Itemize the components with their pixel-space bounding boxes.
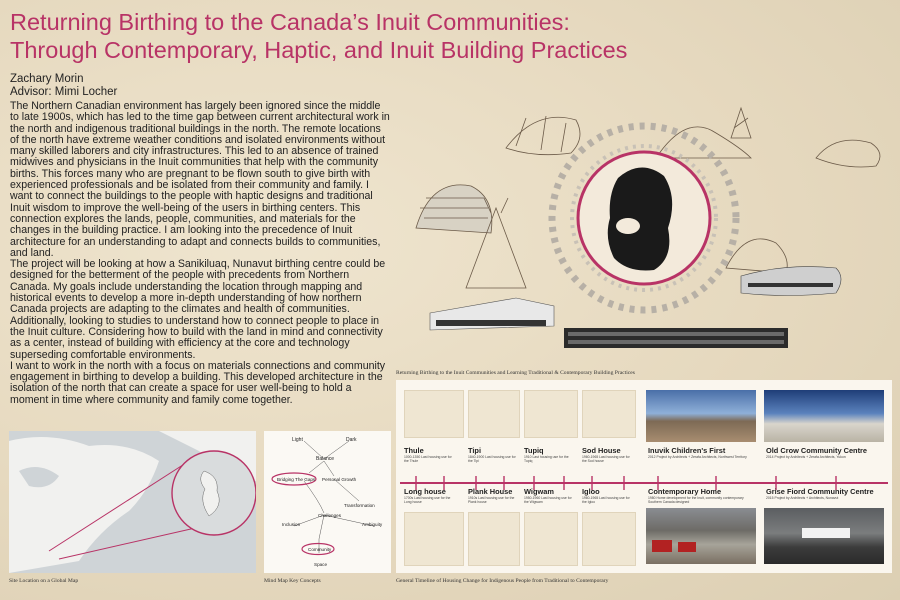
tl-contemporary: Contemporary Home — [648, 487, 722, 496]
site-map — [9, 431, 256, 573]
paragraph-1: The Northern Canadian environment has largely been ignored since the middle to late 1900s, which has led to the time gap between current architectural work in the north and indigenous traditional buildings in the north. The remote locations of the north have extreme weather conditions and isolated environments without many skilled laborers and city infrastructures. This led to an absence of trained midwives and physicians in the Inuit communities that help with the community births. This forces many who are pregnant to be flown south to give birth with experienced professionals and be isolated from their community and family. I want to connect the buildings to the people with haptic designs and traditional Inuit wisdom to improve the well-being of the users in birthing centers. This connection explores the lands, people, communities, and materials for the changes in the building practice. I am looking into the precedence of Inuit architecture for an understanding to adapt and connects builds to communities, and land. — [10, 100, 390, 259]
tl-grisefiord: Grise Fiord Community Centre — [766, 487, 874, 496]
collage-caption: Returning Birthing to the Inuit Communities and Learning Traditional & Contemporary Building Practices — [396, 370, 635, 376]
sketch-tupiq — [524, 390, 578, 438]
tl-wigwam-desc: 1950-1960 Last housing use for the Wigwam — [524, 496, 572, 505]
sketch-dome-right — [816, 140, 880, 167]
world-map-graphic — [9, 431, 256, 573]
mm-balance: Balance — [316, 456, 335, 462]
tl-tipi: Tipi — [468, 446, 482, 455]
tl-thule: Thule — [404, 446, 424, 455]
tl-contemporary-desc: 1980 Home development for the Inuit, community contemporary Southern Canada designed — [648, 496, 744, 505]
advisor-name: Advisor: Mimi Locher — [10, 86, 118, 98]
photo-community-centre — [564, 328, 788, 348]
mm-transformation: Transformation — [344, 503, 375, 508]
author-block — [10, 73, 117, 99]
tl-tipi-desc: 1840-1900 Last housing use for the Tipi — [468, 455, 516, 464]
tl-igloo-desc: 1960-1965 Last housing use for the Igloo — [582, 496, 630, 505]
abstract-text — [10, 101, 390, 406]
mm-community: Community — [308, 547, 332, 552]
poster-title — [10, 8, 790, 64]
tl-oldcrow: Old Crow Community Centre — [766, 446, 868, 455]
mm-space: Space — [314, 562, 328, 567]
sketch-igloo-bottom — [582, 512, 636, 566]
sketch-tipi-top — [468, 390, 520, 438]
tl-thule-desc: 1000-1350 Last housing use for the Thule — [404, 455, 452, 464]
photo-old-crow — [764, 390, 884, 442]
mother-child-icon — [608, 167, 672, 270]
tl-longhouse: Long house — [404, 487, 446, 496]
title-line-1: Returning Birthing to the Canada’s Inuit Communities: — [10, 9, 570, 35]
map-caption: Site Location on a Global Map — [9, 578, 79, 584]
tl-tupiq: Tupiq — [524, 446, 544, 455]
timeline-caption: General Timeline of Housing Change for Indigenous People from Traditional to Contemporary — [396, 578, 609, 584]
paragraph-3: I want to work in the north with a focus on materials connections and community engagement in birthing to develop a building. This developed architecture in the isolation of the north that can create a space for user well-being to hold a moment in time where community and family come together. — [10, 359, 386, 406]
mm-challenges: Challenges — [318, 513, 341, 518]
sketch-mound — [656, 127, 751, 158]
sketch-igloo — [416, 185, 492, 233]
paragraph-2: The project will be looking at how a Sanikiluaq, Nunavut birthing centre could be designed for the betterment of the people with precedents from Northern Canada. My goals include understanding the location through mapping and historical events to develop a more in-depth understanding of how northern Canada projects are adapting to the climates and health of communities. Additionally, looking to studies to understand how to connect people to place in the Inuit culture. Considering how to build with the land in mind and connectivity as a center, instead of building with efficiency at the core and technology superseding comfortable environments. — [10, 258, 386, 361]
mm-personal-growth: Personal Growth — [322, 477, 357, 482]
sketch-thule-tent — [506, 116, 580, 155]
mm-light: Light — [292, 437, 303, 443]
mm-ambiguity: Ambiguity — [362, 522, 383, 527]
tl-oldcrow-desc: 2014 Project by Architects + Zerafa Architects, Yukon — [766, 455, 846, 459]
mind-caption: Mind Map Key Concepts — [264, 578, 321, 584]
housing-timeline — [396, 380, 892, 573]
tl-wigwam: Wigwam — [524, 487, 554, 496]
sketch-sod-house — [731, 108, 751, 138]
tl-inuvik-desc: 2012 Project by Architects + Zerafa Architects, Northwest Territory — [648, 455, 747, 459]
photo-contemporary-home — [646, 508, 756, 564]
photo-round-building — [741, 267, 841, 296]
sketch-sodhouse — [582, 390, 636, 438]
tl-sodhouse: Sod House — [582, 446, 621, 455]
author-name: Zachary Morin — [10, 73, 84, 85]
tl-tupiq-desc: 1910 Last housing use for the Tupiq — [524, 455, 569, 464]
tl-sodhouse-desc: 1960-1965 Last housing use for the Sod house — [582, 455, 630, 464]
mm-bridging: Bridging The Gaps — [277, 477, 316, 482]
photo-inuvik — [646, 390, 756, 442]
tl-grisefiord-desc: 2015 Project by Architects + Architects, Nunavut — [766, 496, 839, 500]
title-line-2: Through Contemporary, Haptic, and Inuit Building Practices — [10, 37, 628, 63]
collage-illustration — [396, 98, 892, 368]
sketch-thule — [404, 390, 464, 438]
mm-dark: Dark — [346, 437, 357, 443]
photo-grise-fiord — [764, 508, 884, 564]
photo-long-building — [430, 298, 554, 330]
tl-longhouse-desc: 1700s Last housing use for the Long house — [404, 496, 451, 505]
mind-map — [264, 431, 391, 573]
tl-inuvik: Inuvik Children's First — [648, 446, 726, 455]
sketch-plankhouse — [468, 512, 520, 566]
tl-plankhouse-desc: 1910s Last housing use for the Plank house — [468, 496, 515, 505]
sketch-wigwam — [524, 512, 578, 566]
tl-igloo: Igloo — [582, 487, 600, 496]
tl-plankhouse: Plank House — [468, 487, 513, 496]
mm-inclusion: Inclusion — [282, 522, 301, 527]
sketch-longhouse — [404, 512, 464, 566]
